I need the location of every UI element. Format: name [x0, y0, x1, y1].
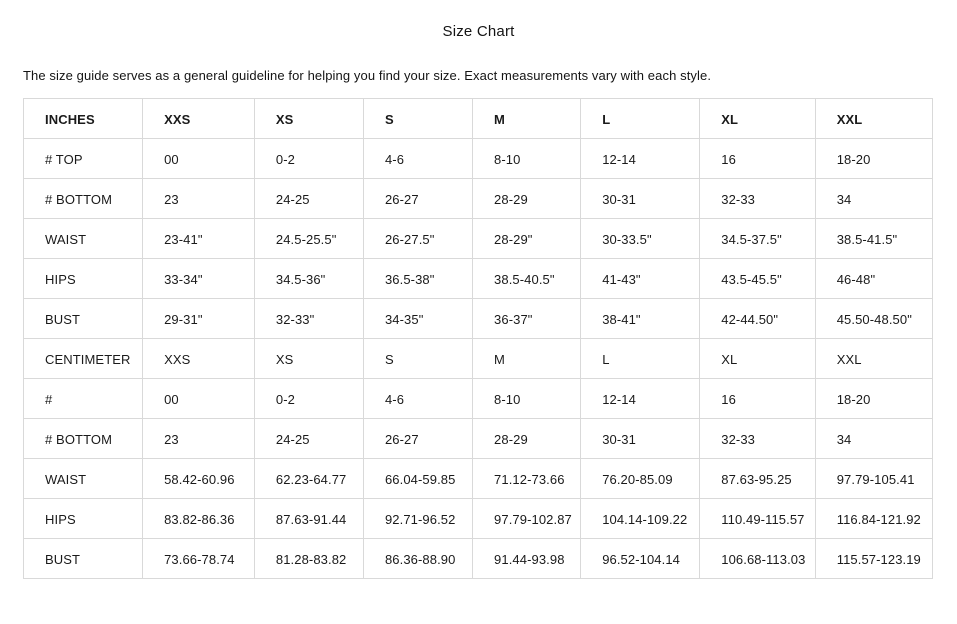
row-label: WAIST [24, 219, 143, 259]
table-cell: 110.49-115.57 [700, 499, 815, 539]
table-cell: 34.5-37.5" [700, 219, 815, 259]
table-cell: XXL [815, 99, 932, 139]
table-row [24, 179, 933, 219]
row-label: # BOTTOM [24, 179, 143, 219]
table-cell: 96.52-104.14 [581, 539, 700, 579]
table-cell: 87.63-91.44 [254, 499, 363, 539]
table-cell: 4-6 [363, 379, 472, 419]
table-cell: 97.79-102.87 [473, 499, 581, 539]
table-cell: L [581, 99, 700, 139]
table-cell: 23-41" [143, 219, 255, 259]
table-cell: 23 [143, 419, 255, 459]
table-cell: 00 [143, 139, 255, 179]
table-cell: 62.23-64.77 [254, 459, 363, 499]
table-cell: XS [254, 339, 363, 379]
table-row [24, 419, 933, 459]
table-row [24, 219, 933, 259]
row-label: HIPS [24, 499, 143, 539]
row-label: # [24, 379, 143, 419]
table-row [24, 379, 933, 419]
table-cell: 83.82-86.36 [143, 499, 255, 539]
table-cell: 12-14 [581, 139, 700, 179]
table-row [24, 259, 933, 299]
table-cell: 4-6 [363, 139, 472, 179]
table-cell: XXL [815, 339, 932, 379]
table-cell: 91.44-93.98 [473, 539, 581, 579]
table-cell: 24-25 [254, 419, 363, 459]
table-header-row [24, 99, 933, 139]
table-cell: 34-35" [363, 299, 472, 339]
row-label: INCHES [24, 99, 143, 139]
table-cell: 104.14-109.22 [581, 499, 700, 539]
page-title: Size Chart [442, 23, 515, 40]
table-cell: 34 [815, 419, 932, 459]
table-cell: 18-20 [815, 379, 932, 419]
table-cell: L [581, 339, 700, 379]
table-cell: 38.5-40.5" [473, 259, 581, 299]
table-cell: 43.5-45.5" [700, 259, 815, 299]
table-cell: XS [254, 99, 363, 139]
table-cell: 41-43" [581, 259, 700, 299]
table-cell: S [363, 99, 472, 139]
table-cell: 8-10 [473, 139, 581, 179]
table-cell: 34 [815, 179, 932, 219]
table-cell: 30-33.5" [581, 219, 700, 259]
table-cell: S [363, 339, 472, 379]
table-cell: 0-2 [254, 379, 363, 419]
size-chart-table [23, 98, 933, 579]
table-cell: 58.42-60.96 [143, 459, 255, 499]
table-cell: 24-25 [254, 179, 363, 219]
row-label: HIPS [24, 259, 143, 299]
table-cell: 81.28-83.82 [254, 539, 363, 579]
table-cell: 97.79-105.41 [815, 459, 932, 499]
table-cell: XXS [143, 99, 255, 139]
table-cell: 36.5-38" [363, 259, 472, 299]
table-cell: 38.5-41.5" [815, 219, 932, 259]
table-cell: 92.71-96.52 [363, 499, 472, 539]
table-cell: 16 [700, 379, 815, 419]
table-cell: 26-27 [363, 419, 472, 459]
table-cell: 30-31 [581, 419, 700, 459]
size-guide-description: The size guide serves as a general guideline for helping you find your size. Exact measurements vary with each style. [23, 68, 712, 83]
table-cell: 115.57-123.19 [815, 539, 932, 579]
row-label: BUST [24, 299, 143, 339]
table-cell: 34.5-36" [254, 259, 363, 299]
table-row [24, 299, 933, 339]
table-cell: 45.50-48.50" [815, 299, 932, 339]
table-cell: 33-34" [143, 259, 255, 299]
table-cell: 86.36-88.90 [363, 539, 472, 579]
table-row [24, 499, 933, 539]
table-cell: 28-29 [473, 179, 581, 219]
row-label: CENTIMETER [24, 339, 143, 379]
table-cell: M [473, 99, 581, 139]
table-cell: 24.5-25.5" [254, 219, 363, 259]
table-cell: 66.04-59.85 [363, 459, 472, 499]
table-cell: 0-2 [254, 139, 363, 179]
table-cell: 28-29 [473, 419, 581, 459]
table-cell: 76.20-85.09 [581, 459, 700, 499]
row-label: BUST [24, 539, 143, 579]
table-cell: 30-31 [581, 179, 700, 219]
table-cell: XL [700, 99, 815, 139]
table-cell: 26-27.5" [363, 219, 472, 259]
table-cell: 32-33 [700, 179, 815, 219]
table-cell: 26-27 [363, 179, 472, 219]
size-chart-body [24, 99, 933, 579]
table-cell: XXS [143, 339, 255, 379]
row-label: WAIST [24, 459, 143, 499]
row-label: # TOP [24, 139, 143, 179]
table-cell: 32-33 [700, 419, 815, 459]
table-cell: 42-44.50" [700, 299, 815, 339]
table-cell: 38-41" [581, 299, 700, 339]
table-cell: 00 [143, 379, 255, 419]
table-cell: 73.66-78.74 [143, 539, 255, 579]
row-label: # BOTTOM [24, 419, 143, 459]
table-cell: 23 [143, 179, 255, 219]
table-cell: 116.84-121.92 [815, 499, 932, 539]
table-row [24, 139, 933, 179]
table-cell: 32-33" [254, 299, 363, 339]
table-cell: 29-31" [143, 299, 255, 339]
table-cell: 18-20 [815, 139, 932, 179]
table-cell: 16 [700, 139, 815, 179]
table-row [24, 459, 933, 499]
table-cell: 71.12-73.66 [473, 459, 581, 499]
table-row [24, 339, 933, 379]
table-cell: 46-48" [815, 259, 932, 299]
table-cell: XL [700, 339, 815, 379]
table-cell: 36-37" [473, 299, 581, 339]
table-cell: 28-29" [473, 219, 581, 259]
table-row [24, 539, 933, 579]
table-cell: 12-14 [581, 379, 700, 419]
table-cell: M [473, 339, 581, 379]
table-cell: 87.63-95.25 [700, 459, 815, 499]
table-cell: 8-10 [473, 379, 581, 419]
table-cell: 106.68-113.03 [700, 539, 815, 579]
